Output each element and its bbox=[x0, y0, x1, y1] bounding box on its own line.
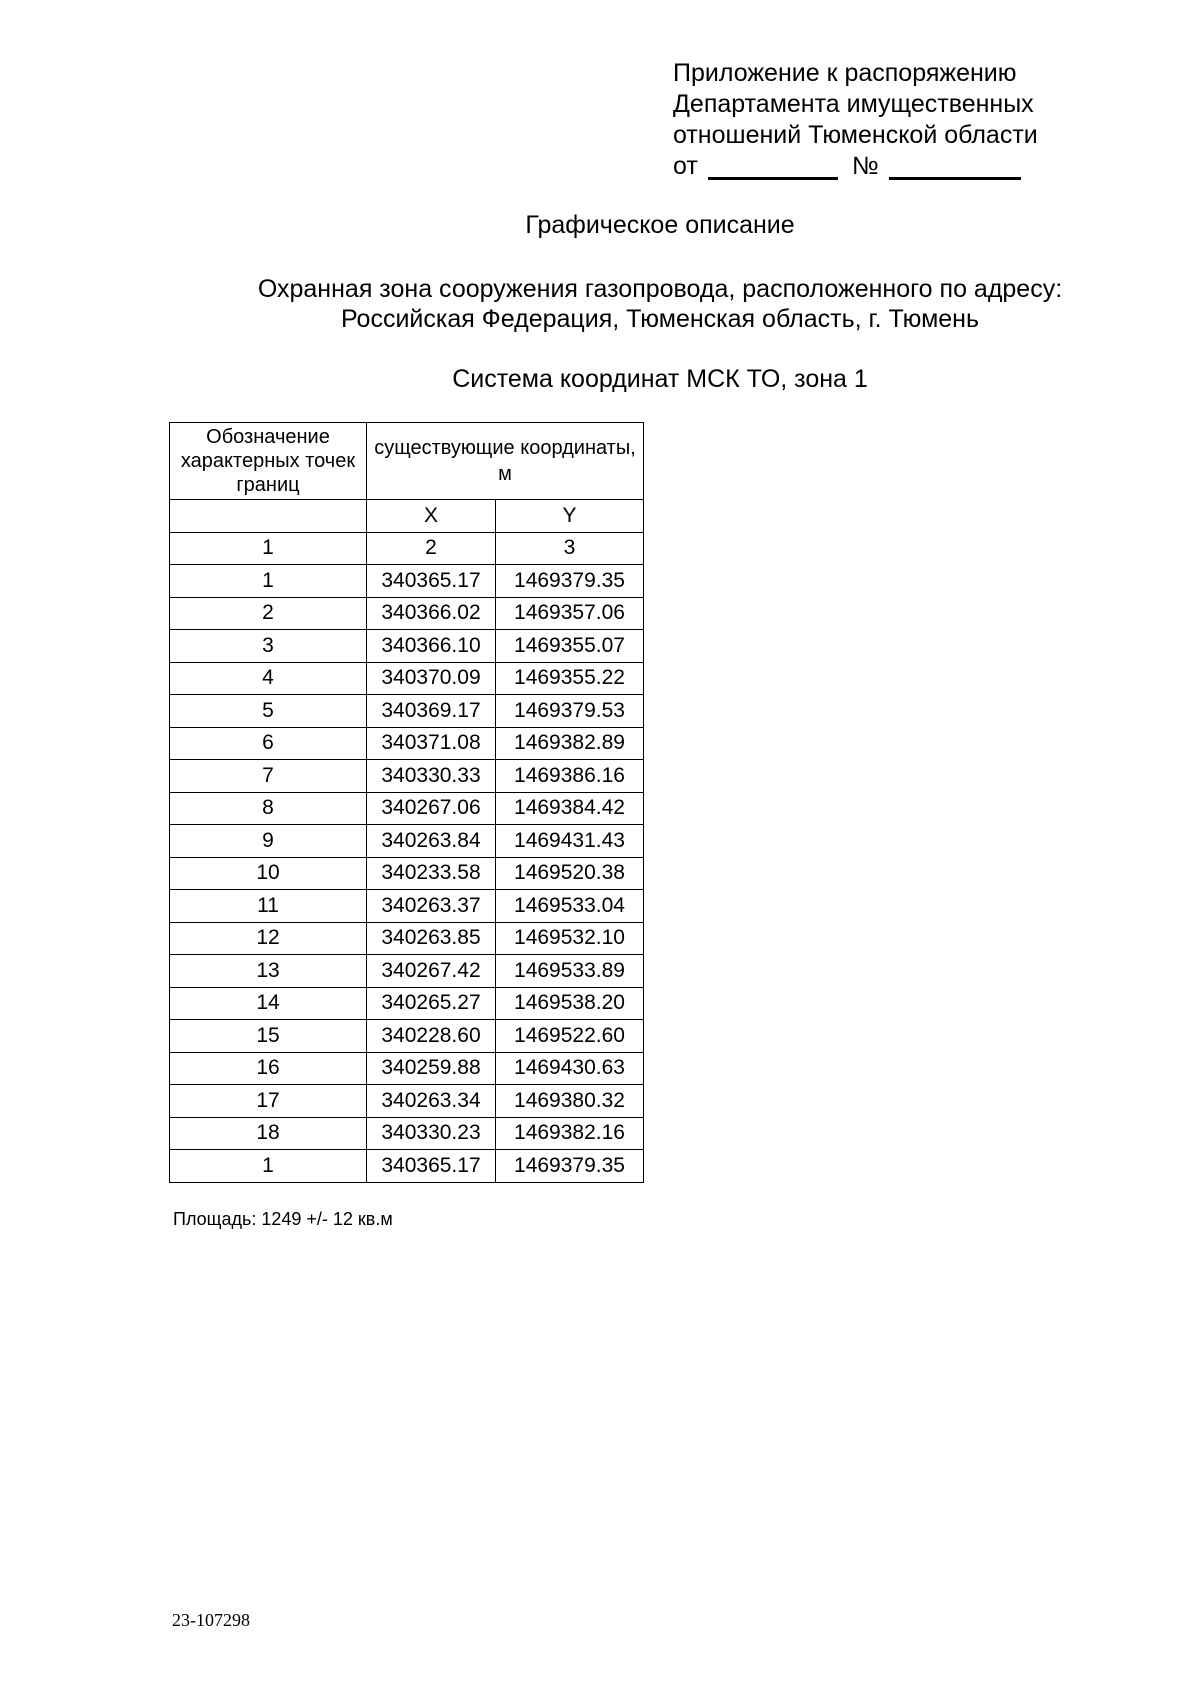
table-row bbox=[170, 1150, 644, 1183]
y-cell: 1469522.60 bbox=[496, 1020, 644, 1053]
x-cell: 340263.84 bbox=[367, 825, 496, 858]
table-row bbox=[170, 1052, 644, 1085]
table-column-numbers-row bbox=[170, 532, 644, 565]
y-cell: 1469382.16 bbox=[496, 1117, 644, 1150]
x-cell: 340370.09 bbox=[367, 662, 496, 695]
point-cell: 9 bbox=[170, 825, 367, 858]
y-cell: 1469355.07 bbox=[496, 630, 644, 663]
x-cell: 340365.17 bbox=[367, 1150, 496, 1183]
table-row bbox=[170, 857, 644, 890]
x-cell: 340366.10 bbox=[367, 630, 496, 663]
table-row bbox=[170, 597, 644, 630]
table-row bbox=[170, 890, 644, 923]
x-cell: 340263.37 bbox=[367, 890, 496, 923]
from-label: от bbox=[673, 152, 698, 180]
zone-description-line-1: Охранная зона сооружения газопровода, расположенного по адресу: bbox=[257, 275, 1063, 303]
table-row bbox=[170, 630, 644, 663]
y-cell: 1469384.42 bbox=[496, 792, 644, 825]
table-row bbox=[170, 987, 644, 1020]
point-cell: 1 bbox=[170, 1150, 367, 1183]
point-cell: 4 bbox=[170, 662, 367, 695]
column-number-2: 2 bbox=[367, 532, 496, 565]
coordinate-system: Система координат МСК ТО, зона 1 bbox=[452, 365, 868, 393]
header-coordinates-group: существующие координаты, м bbox=[367, 423, 644, 500]
x-cell: 340371.08 bbox=[367, 727, 496, 760]
y-cell: 1469430.63 bbox=[496, 1052, 644, 1085]
table-row bbox=[170, 662, 644, 695]
y-cell: 1469386.16 bbox=[496, 760, 644, 793]
table-row bbox=[170, 792, 644, 825]
header-y: Y bbox=[496, 500, 644, 533]
column-number-1: 1 bbox=[170, 532, 367, 565]
table-row bbox=[170, 922, 644, 955]
x-cell: 340228.60 bbox=[367, 1020, 496, 1053]
appendix-block bbox=[673, 58, 1038, 182]
document-number: 23-107298 bbox=[172, 1610, 250, 1630]
appendix-line-1: Приложение к распоряжению bbox=[673, 59, 1017, 87]
zone-description-line-2: Российская Федерация, Тюменская область, г. Тюмень bbox=[340, 305, 980, 333]
y-cell: 1469520.38 bbox=[496, 857, 644, 890]
x-cell: 340233.58 bbox=[367, 857, 496, 890]
area-text: Площадь: 1249 +/- 12 кв.м bbox=[173, 1209, 393, 1229]
point-cell: 8 bbox=[170, 792, 367, 825]
y-cell: 1469533.04 bbox=[496, 890, 644, 923]
x-cell: 340369.17 bbox=[367, 695, 496, 728]
x-cell: 340330.23 bbox=[367, 1117, 496, 1150]
table-row bbox=[170, 727, 644, 760]
date-blank bbox=[708, 157, 838, 180]
table-row bbox=[170, 1020, 644, 1053]
document-title: Графическое описание bbox=[525, 211, 795, 239]
table-row bbox=[170, 825, 644, 858]
x-cell: 340365.17 bbox=[367, 565, 496, 598]
table-row bbox=[170, 1117, 644, 1150]
table-row bbox=[170, 1085, 644, 1118]
appendix-line-2: Департамента имущественных bbox=[673, 90, 1034, 118]
x-cell: 340265.27 bbox=[367, 987, 496, 1020]
table-row bbox=[170, 760, 644, 793]
header-point-name: Обозначение характерных точек границ bbox=[170, 423, 367, 500]
y-cell: 1469431.43 bbox=[496, 825, 644, 858]
point-cell: 13 bbox=[170, 955, 367, 988]
point-cell: 14 bbox=[170, 987, 367, 1020]
header-empty-cell bbox=[170, 500, 367, 533]
appendix-line-3: отношений Тюменской области bbox=[673, 121, 1038, 149]
point-cell: 15 bbox=[170, 1020, 367, 1053]
table-row bbox=[170, 565, 644, 598]
point-cell: 2 bbox=[170, 597, 367, 630]
coordinates-table bbox=[169, 422, 644, 1183]
point-cell: 11 bbox=[170, 890, 367, 923]
point-cell: 5 bbox=[170, 695, 367, 728]
x-cell: 340366.02 bbox=[367, 597, 496, 630]
x-cell: 340263.85 bbox=[367, 922, 496, 955]
x-cell: 340259.88 bbox=[367, 1052, 496, 1085]
point-cell: 10 bbox=[170, 857, 367, 890]
table-row bbox=[170, 695, 644, 728]
table-axis-row bbox=[170, 500, 644, 533]
point-cell: 6 bbox=[170, 727, 367, 760]
header-x: X bbox=[367, 500, 496, 533]
y-cell: 1469379.53 bbox=[496, 695, 644, 728]
table-header-row bbox=[170, 423, 644, 500]
x-cell: 340330.33 bbox=[367, 760, 496, 793]
y-cell: 1469533.89 bbox=[496, 955, 644, 988]
y-cell: 1469382.89 bbox=[496, 727, 644, 760]
x-cell: 340267.42 bbox=[367, 955, 496, 988]
y-cell: 1469379.35 bbox=[496, 565, 644, 598]
y-cell: 1469532.10 bbox=[496, 922, 644, 955]
date-number-line bbox=[673, 151, 1038, 182]
x-cell: 340267.06 bbox=[367, 792, 496, 825]
table-row bbox=[170, 955, 644, 988]
point-cell: 7 bbox=[170, 760, 367, 793]
column-number-3: 3 bbox=[496, 532, 644, 565]
y-cell: 1469379.35 bbox=[496, 1150, 644, 1183]
point-cell: 12 bbox=[170, 922, 367, 955]
point-cell: 17 bbox=[170, 1085, 367, 1118]
point-cell: 3 bbox=[170, 630, 367, 663]
x-cell: 340263.34 bbox=[367, 1085, 496, 1118]
number-blank bbox=[889, 157, 1021, 180]
point-cell: 18 bbox=[170, 1117, 367, 1150]
y-cell: 1469538.20 bbox=[496, 987, 644, 1020]
y-cell: 1469355.22 bbox=[496, 662, 644, 695]
point-cell: 1 bbox=[170, 565, 367, 598]
number-label: № bbox=[851, 152, 879, 180]
point-cell: 16 bbox=[170, 1052, 367, 1085]
y-cell: 1469357.06 bbox=[496, 597, 644, 630]
y-cell: 1469380.32 bbox=[496, 1085, 644, 1118]
